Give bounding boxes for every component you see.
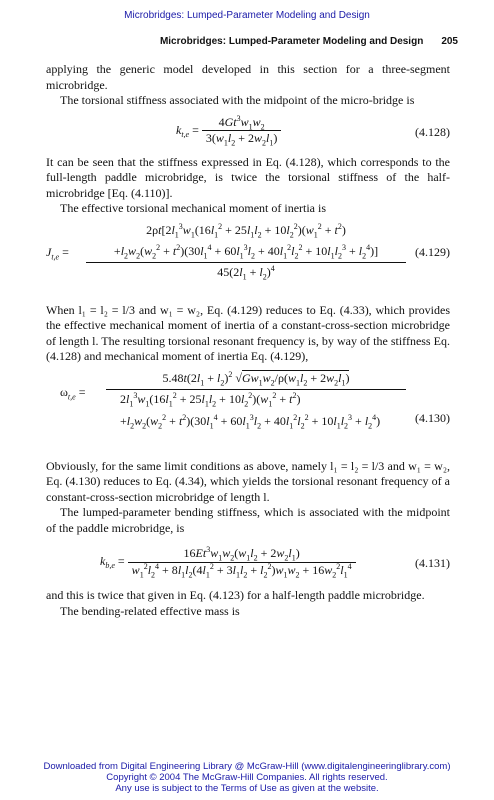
equation-number: (4.129) (415, 244, 450, 259)
equation-4-129: $J_{t,e}$ = $2\rho t[2l_1^3w_1(16l_1^2 + 25l_1l_2 + 10l_2^2)(w_1^2 + t^2)$ $+l_2w_2(w_2^2 + t^2)(30l_1^4 + 60l_1^3l_2 + 40l_1^2l_2^2 + 10l_1l_2^3 + l_2^4)$] $45(2l_1 + l_2)^4$ (4.129) (46, 221, 450, 281)
equation-number: (4.131) (415, 556, 450, 570)
equation-4-131: $k_{b,e}$ = $\frac{16Et^3w_1w_2(w_1l_2 + 2w_2l_1)}{w_1^2l_2^4 + 8l_1l_2(4l_1^2 + 3l_1l_2 + l_2^2)w_1w_2 + 16w_2^2l_1^4}$ (4.131) (100, 545, 450, 579)
equation-number: (4.128) (415, 124, 450, 139)
footer-terms-link[interactable]: Any use is subject to the Terms of Use as given at the website. (115, 783, 379, 794)
paragraph: It can be seen that the stiffness expressed in Eq. (4.128), which corresponds to the full-length paddle microbridge, is twice the torsional stiffness of the half-microbridge [Eq. (4.110)]. (46, 154, 450, 200)
running-head (160, 36, 458, 47)
page-body (46, 62, 450, 619)
header-link[interactable]: Microbridges: Lumped-Parameter Modeling and Design (124, 10, 370, 21)
paragraph: and this is twice that given in Eq. (4.123) for a half-length paddle microbridge. (46, 588, 425, 602)
equation-number: (4.130) (415, 410, 450, 425)
footer-download-link[interactable]: Downloaded from Digital Engineering Library @ McGraw-Hill (www.digitalengineeringlibrary.com) (43, 761, 451, 772)
paragraph: The lumped-parameter bending stiffness, which is associated with the midpoint of the paddle microbridge, is (46, 505, 450, 535)
equation-4-128: $k_{t,e}$ = $\frac{4Gt^3w_1w_2}{3(w_1l_2 + 2w_2l_1)}$ (4.128) (176, 113, 450, 148)
paragraph: Obviously, for the same limit conditions as above, namely l₁ = l₂ = l/3 and w₁ = w₂, Eq. (4.130) reduces to Eq. (4.34), which yields the torsional resonant frequency of a constant-cross-section microbridge of length l. (46, 458, 450, 504)
paragraph: The bending-related effective mass is (60, 603, 240, 618)
page-number: 205 (441, 36, 458, 47)
footer (0, 761, 494, 794)
equation-4-130: $\omega_{t,e}$ = $5.48t(2l_1 + l_2)^2$ $√Gw_1w_2/\rho(w_1l_2 + 2w_2l_1)$ $2l_1^3w_1(16l_1^2 + 25l_1l_2 + 10l_2^2)(w_1^2 + t^2)$ $+l_2w_2(w_2^2 + t^2)(30l_1^4 + 60l_1^3l_2 + 40l_1^2l_2^2 + 10l_1l_2^3 + l_2^4)$ (4.130) (60, 369, 450, 430)
paragraph: applying the generic model developed in this section for a three-segment microbridge. (46, 62, 450, 92)
paragraph: The torsional stiffness associated with the midpoint of the micro-bridge is (60, 93, 415, 107)
paragraph: When l₁ = l₂ = l/3 and w₁ = w₂, Eq. (4.129) reduces to Eq. (4.33), which provides the effective mechanical moment of inertia of a constant-cross-section microbridge of length l. The resulting torsional resonant frequency is, by way of the stiffness Eq. (4.128) and mechanical moment of inertia Eq. (4.129), (46, 302, 450, 363)
footer-copyright: Copyright © 2004 The McGraw-Hill Companies. All rights reserved. (106, 772, 388, 783)
running-title: Microbridges: Lumped-Parameter Modeling and Design (159, 36, 424, 47)
paragraph: The effective torsional mechanical moment of inertia is (60, 201, 327, 215)
